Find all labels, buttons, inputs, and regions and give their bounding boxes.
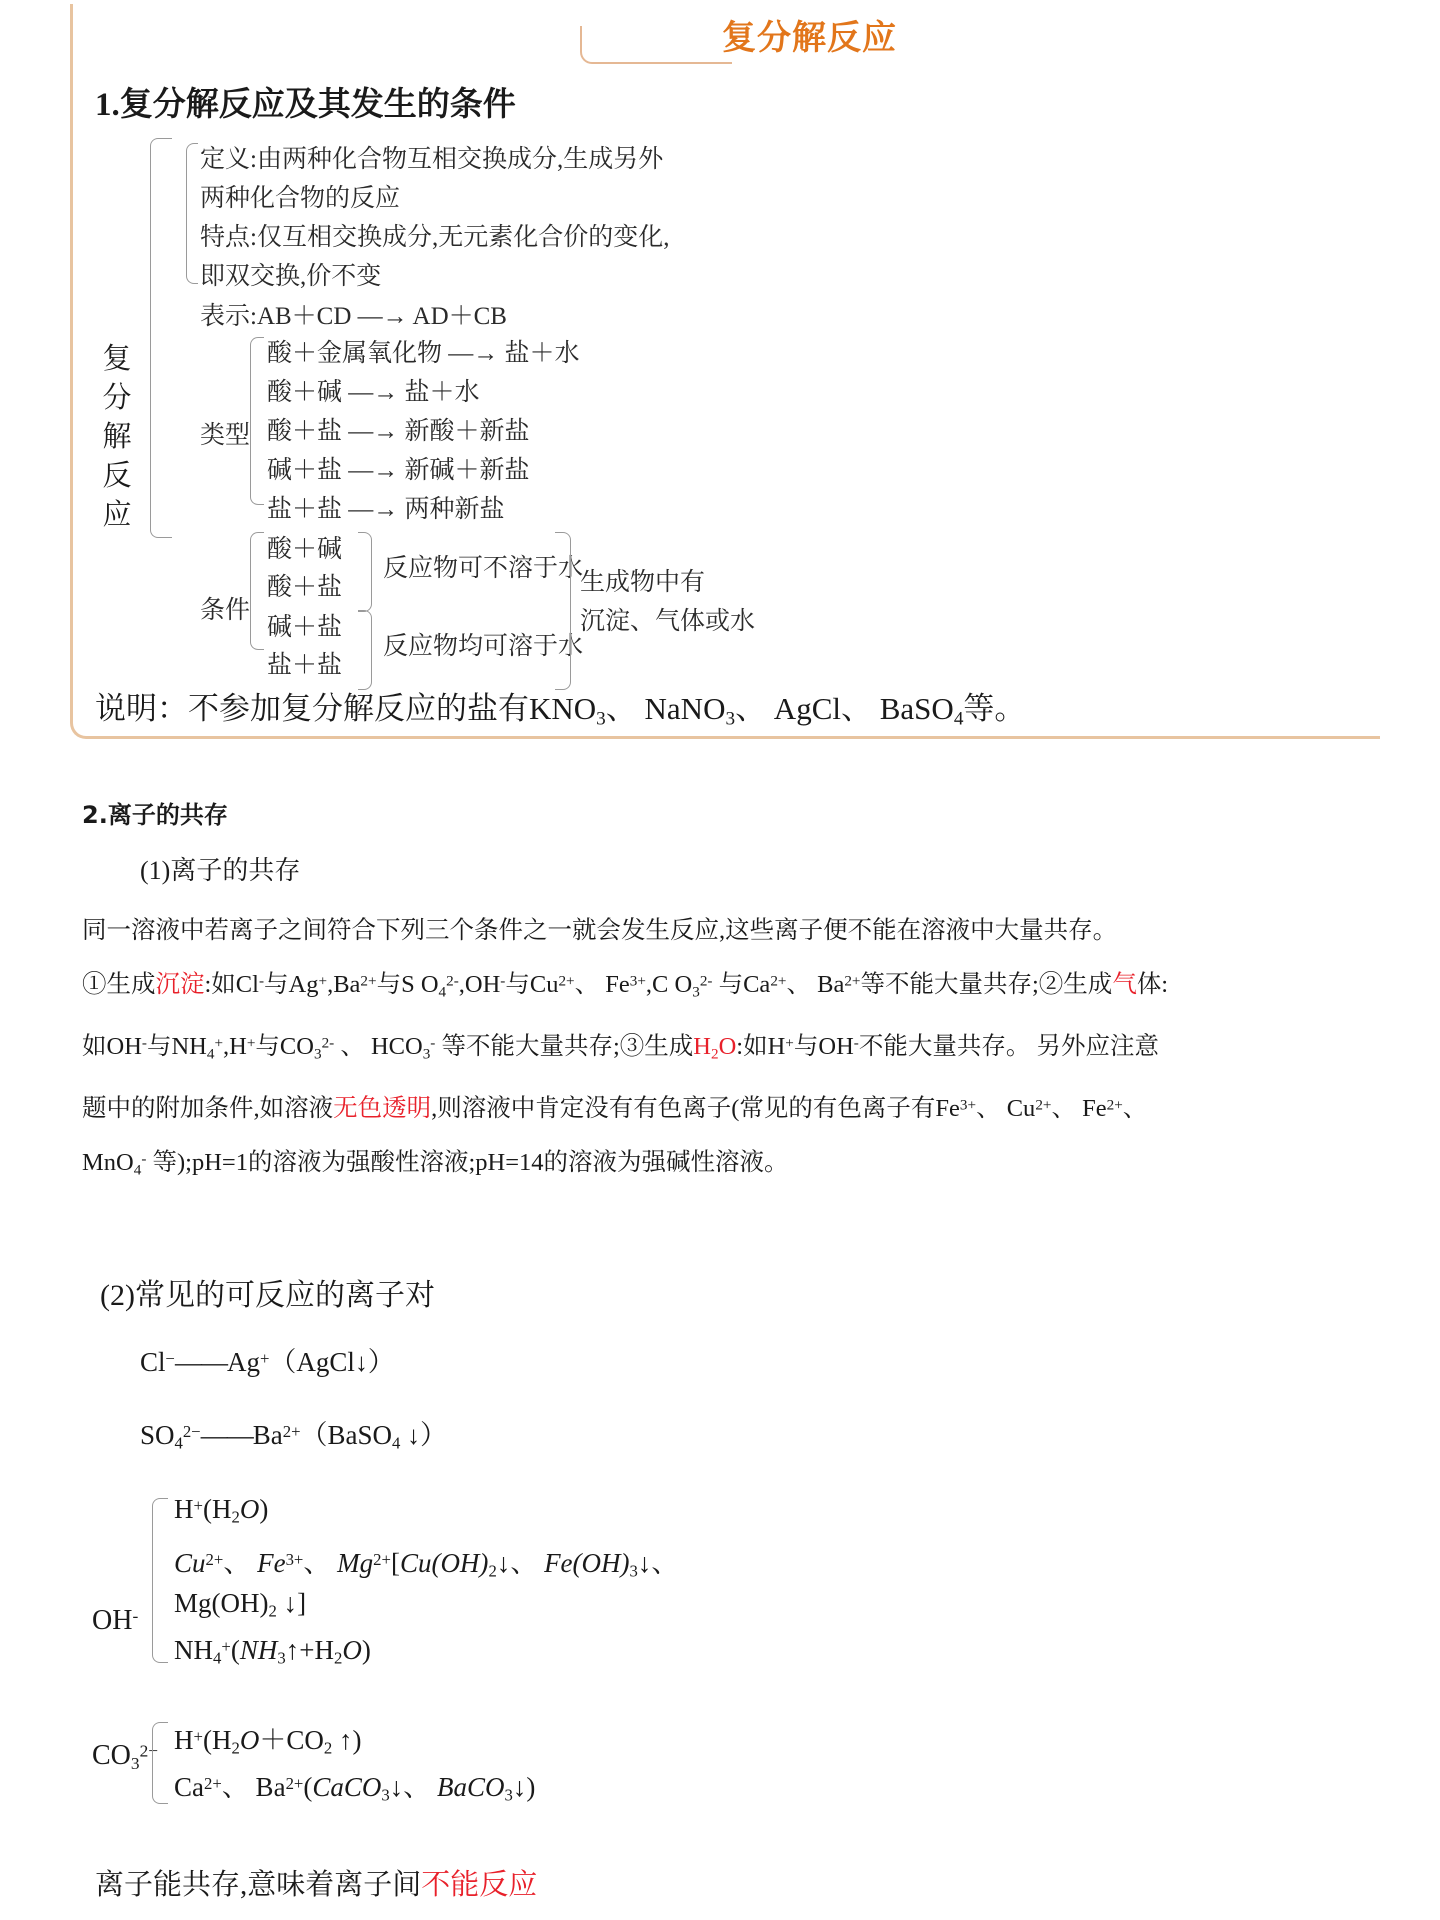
type-item-1: 酸＋碱 —→ 盐＋水 xyxy=(267,379,480,406)
conditions-result-brace xyxy=(555,532,571,690)
expression-line: 表示:AB＋CD —→ AD＋CB xyxy=(200,303,507,330)
conditions-result-line1: 生成物中有 xyxy=(580,569,706,596)
conditions-label: 条件 xyxy=(200,597,251,624)
root-label: 复 分 解 反 应 xyxy=(102,343,132,531)
type-item-3: 碱＋盐 —→ 新碱＋新盐 xyxy=(267,457,530,484)
note-body: 不参加复分解反应的盐有$KNO_3$、 NaNO$_3$、 AgCl、 BaSO$_4$等。 xyxy=(188,691,1026,730)
section1-note xyxy=(95,683,1025,730)
types-label: 类型 xyxy=(200,422,251,449)
co3-group-line-1: $Ca^{2+}$、 $Ba^{2+}(CaCO_3↓$、 BaCO$_3$↓) xyxy=(174,1772,536,1805)
feature-line1: 特点:仅互相交换成分,无元素化合价的变化, xyxy=(200,224,670,251)
definition-line1: 定义:由两种化合物互相交换成分,生成另外 xyxy=(200,146,664,173)
condition-group1-note: 反应物可不溶于水 xyxy=(383,555,584,582)
condition-group2-close-brace xyxy=(358,610,372,690)
section2-heading: 2.离子的共存 xyxy=(82,801,228,829)
note-prefix: 说明： xyxy=(95,691,188,726)
footer-note xyxy=(95,1862,537,1903)
para-line2: ①生成沉淀:如Cl-与$Ag^+,Ba^{2+}$与S $O_4^{2-},OH^-$与$Cu^{2+}$、 $Fe^{3+},C$ $O_3^{2-}$ 与$Ca^{2+}$、 $Ba^{2+}$等不能大量共存;②生成气体: xyxy=(82,971,1169,1001)
oh-group-line-1: $Cu^{2+}$、 $Fe^{3+}$、 $Mg^{2+}[Cu(OH)_2↓$、 $Fe(OH)_3↓$、 xyxy=(174,1548,679,1581)
oh-group-line-2: $Mg(OH)_2$ ↓] xyxy=(174,1588,307,1621)
condition-g2-item-1: 盐＋盐 xyxy=(267,652,343,679)
section2-sub1-heading: (1)离子的共存 xyxy=(140,856,301,885)
footer-highlight: 不能反应 xyxy=(421,1869,538,1901)
oh-group-brace xyxy=(152,1498,168,1663)
page-title: 复分解反应 xyxy=(722,18,897,58)
title-corner-decoration xyxy=(580,26,732,64)
type-item-0: 酸＋金属氧化物 —→ 盐＋水 xyxy=(267,340,580,367)
para-line5: MnO$_4$- 等);pH=1的溶液为强酸性溶液;pH=14的溶液为强碱性溶液。 xyxy=(82,1149,789,1179)
para-line3: 如OH-与$NH_4^+,H^+$与$CO_3^{2-}$ 、 $HCO_3^-$ 等不能大量共存;③生成$H_2O$:如H+与OH-不能大量共存。 另外应注意 xyxy=(82,1033,1159,1063)
section2-sub2-heading: (2)常见的可反应的离子对 xyxy=(100,1279,435,1312)
feature-line2: 即双交换,价不变 xyxy=(200,263,382,290)
type-item-4: 盐＋盐 —→ 两种新盐 xyxy=(267,496,505,523)
conditions-brace xyxy=(250,532,264,650)
co3-group-brace xyxy=(152,1722,168,1804)
type-item-2: 酸＋盐 —→ 新酸＋新盐 xyxy=(267,418,530,445)
co3-group-label: $CO_3^{2-}$ xyxy=(92,1740,159,1773)
condition-g1-item-1: 酸＋盐 xyxy=(267,574,343,601)
para-line1: 同一溶液中若离子之间符合下列三个条件之一就会发生反应,这些离子便不能在溶液中大量共存。 xyxy=(82,917,1118,944)
condition-g1-item-0: 酸＋碱 xyxy=(267,536,343,563)
co3-group-line-0: $H^+(H_2O+CO_2$ ↑) xyxy=(174,1725,362,1758)
ion-pair-0: Cl−——Ag+（AgCl↓） xyxy=(140,1347,395,1377)
oh-group-line-0: $H^+(H_2O)$ xyxy=(174,1494,269,1527)
definition-brace xyxy=(186,143,198,284)
condition-group2-note: 反应物均可溶于水 xyxy=(383,633,584,660)
section1-heading: 1.复分解反应及其发生的条件 xyxy=(95,87,516,123)
types-brace xyxy=(250,337,264,505)
oh-group-line-3: $NH_4^+(NH_3↑+H_2O)$ xyxy=(174,1635,371,1668)
condition-group1-close-brace xyxy=(358,532,372,612)
ion-coexistence-paragraph xyxy=(82,905,1367,1195)
conditions-result-line2: 沉淀、气体或水 xyxy=(580,608,756,635)
definition-line2: 两种化合物的反应 xyxy=(200,185,401,212)
footer-text: 离子能共存,意味着离子间 xyxy=(95,1869,422,1901)
condition-g2-item-0: 碱＋盐 xyxy=(267,614,343,641)
para-line4: 题中的附加条件,如溶液无色透明,则溶液中肯定没有有色离子(常见的有色离子有$Fe^{3+}$、 $Cu^{2+}$、 $Fe^{2+}$、 xyxy=(82,1094,1148,1122)
ion-pair-1: $SO_4^{2-}——Ba^{2+}(BaSO_4$ ↓） xyxy=(140,1420,447,1453)
oh-group-label: OH- xyxy=(92,1605,139,1636)
outer-brace xyxy=(150,138,172,538)
